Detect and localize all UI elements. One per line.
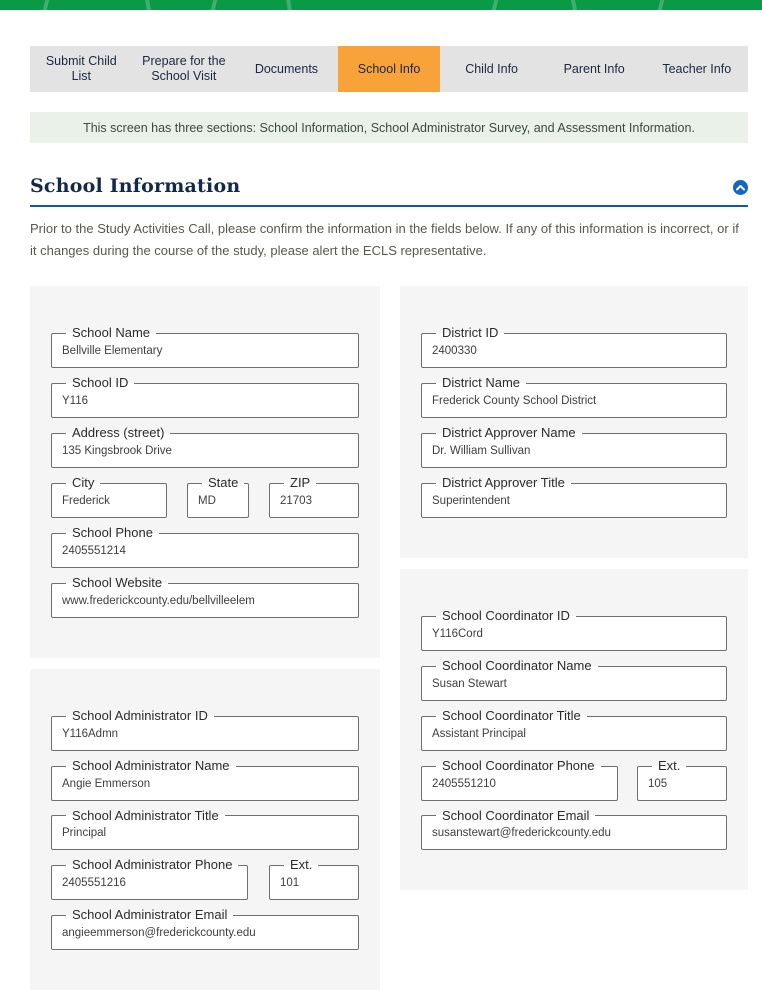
field-label: District Approver Name — [442, 424, 576, 440]
school-name-input[interactable] — [61, 345, 349, 362]
collapse-section-button[interactable] — [733, 180, 748, 195]
tab-teacher-info[interactable] — [645, 46, 748, 92]
admin-ext-field — [269, 858, 359, 900]
district-info-panel — [400, 286, 748, 558]
brand-top-bar — [0, 0, 762, 10]
city-field — [51, 476, 167, 518]
school-info-panel — [30, 286, 380, 658]
district-id-input[interactable] — [431, 345, 717, 362]
field-label: School Name — [72, 325, 151, 340]
city-input[interactable] — [61, 495, 157, 512]
form-panels — [30, 286, 748, 990]
field-label: School Administrator ID — [72, 707, 208, 723]
coordinator-title-field — [421, 709, 727, 751]
district-name-input[interactable] — [431, 395, 717, 412]
coordinator-id-input[interactable] — [431, 628, 717, 645]
coordinator-ext-field — [637, 759, 727, 801]
admin-id-input[interactable] — [61, 728, 349, 745]
district-approver-name-input[interactable] — [431, 445, 717, 462]
page-title: School Information — [30, 175, 241, 197]
field-label: School Coordinator ID — [442, 607, 570, 623]
field-label: ZIP — [290, 474, 311, 490]
left-column — [30, 286, 380, 990]
school-website-field — [51, 576, 359, 618]
field-label: District Approver Title — [442, 474, 565, 490]
state-field — [187, 476, 249, 518]
field-label: School Administrator Title — [72, 807, 219, 823]
tab-label: Child Info — [465, 61, 518, 76]
admin-name-input[interactable] — [61, 778, 349, 795]
state-input[interactable] — [197, 495, 239, 512]
header-art-divider — [210, 0, 217, 10]
tab-parent-info[interactable] — [543, 46, 646, 92]
field-label: School Phone — [72, 524, 153, 540]
admin-id-field — [51, 709, 359, 751]
header-art-divider — [491, 0, 498, 10]
tab-label: Documents — [254, 61, 319, 76]
header-art-divider — [571, 0, 578, 10]
school-id-input[interactable] — [61, 395, 349, 412]
tab-submit-child-list[interactable] — [30, 46, 133, 92]
field-label: School Coordinator Email — [442, 807, 590, 823]
school-id-field — [51, 376, 359, 418]
coordinator-phone-field — [421, 759, 618, 801]
tab-prepare-for-the-school-visit[interactable] — [133, 46, 236, 92]
coordinator-email-input[interactable] — [431, 827, 717, 844]
district-id-field — [421, 326, 727, 368]
tab-child-info[interactable] — [440, 46, 543, 92]
field-label: District Name — [442, 374, 521, 390]
coordinator-title-input[interactable] — [431, 728, 717, 745]
school-administrator-panel — [30, 669, 380, 990]
field-label: School Coordinator Phone — [442, 757, 595, 773]
field-label: School Administrator Phone — [72, 857, 233, 873]
field-label: Ext. — [658, 757, 681, 773]
admin-email-field — [51, 908, 359, 950]
zip-field — [269, 476, 359, 518]
admin-name-field — [51, 759, 359, 801]
coordinator-email-field — [421, 809, 727, 851]
screen-sections-banner — [30, 112, 748, 143]
admin-ext-input[interactable] — [279, 877, 349, 894]
coordinator-id-field — [421, 609, 727, 651]
main-tab-bar — [30, 46, 748, 92]
field-label: School Website — [72, 574, 163, 590]
tab-label: School Info — [357, 61, 421, 76]
section-divider — [30, 205, 748, 207]
coordinator-phone-ext-row — [421, 759, 727, 801]
field-label: School Administrator Name — [72, 757, 230, 773]
field-label: School Administrator Email — [72, 907, 228, 923]
coordinator-ext-input[interactable] — [647, 778, 717, 795]
tab-label: Submit Child List — [45, 54, 117, 83]
field-label: School Coordinator Title — [442, 707, 581, 723]
coordinator-phone-input[interactable] — [431, 778, 608, 795]
header-art-divider — [42, 0, 49, 10]
banner-text: This screen has three sections: School Information, School Administrator Survey, and Assessment Information. — [83, 120, 695, 135]
school-coordinator-panel — [400, 569, 748, 891]
school-phone-input[interactable] — [61, 545, 349, 562]
tab-label: Teacher Info — [662, 61, 732, 76]
header-art-divider — [286, 0, 292, 10]
tab-school-info[interactable] — [338, 46, 441, 92]
coordinator-name-field — [421, 659, 727, 701]
field-label: Ext. — [290, 857, 313, 873]
tab-label: Prepare for the School Visit — [142, 54, 226, 83]
field-label: District ID — [442, 325, 499, 340]
zip-input[interactable] — [279, 495, 349, 512]
admin-phone-ext-row — [51, 858, 359, 900]
district-approver-name-field — [421, 426, 727, 468]
field-label: State — [208, 474, 239, 490]
field-label: School Coordinator Name — [442, 657, 592, 673]
admin-title-input[interactable] — [61, 827, 349, 844]
school-name-field — [51, 326, 359, 368]
header-art-divider — [657, 0, 664, 10]
school-phone-field — [51, 526, 359, 568]
admin-phone-field — [51, 858, 248, 900]
district-approver-title-input[interactable] — [431, 495, 717, 512]
tab-label: Parent Info — [563, 61, 625, 76]
header-art-divider — [145, 0, 151, 10]
page-content — [30, 46, 748, 990]
coordinator-name-input[interactable] — [431, 678, 717, 695]
city-state-zip-row — [51, 476, 359, 518]
field-label: Address (street) — [72, 424, 165, 440]
district-approver-title-field — [421, 476, 727, 518]
right-column — [400, 286, 748, 890]
address-street-field — [51, 426, 359, 468]
chevron-up-icon — [736, 185, 745, 191]
field-label: City — [72, 474, 95, 490]
field-label: School ID — [72, 374, 129, 390]
section-description: Prior to the Study Activities Call, please confirm the information in the fields below. If any of this information is incorrect, or if it changes during the course of the study, please alert the ECLS representative. — [30, 221, 739, 258]
admin-title-field — [51, 809, 359, 851]
district-name-field — [421, 376, 727, 418]
admin-email-input[interactable] — [61, 927, 349, 944]
school-website-input[interactable] — [61, 595, 349, 612]
address-street-input[interactable] — [61, 445, 349, 462]
admin-phone-input[interactable] — [61, 877, 238, 894]
tab-documents[interactable] — [235, 46, 338, 92]
section-header — [30, 175, 748, 197]
